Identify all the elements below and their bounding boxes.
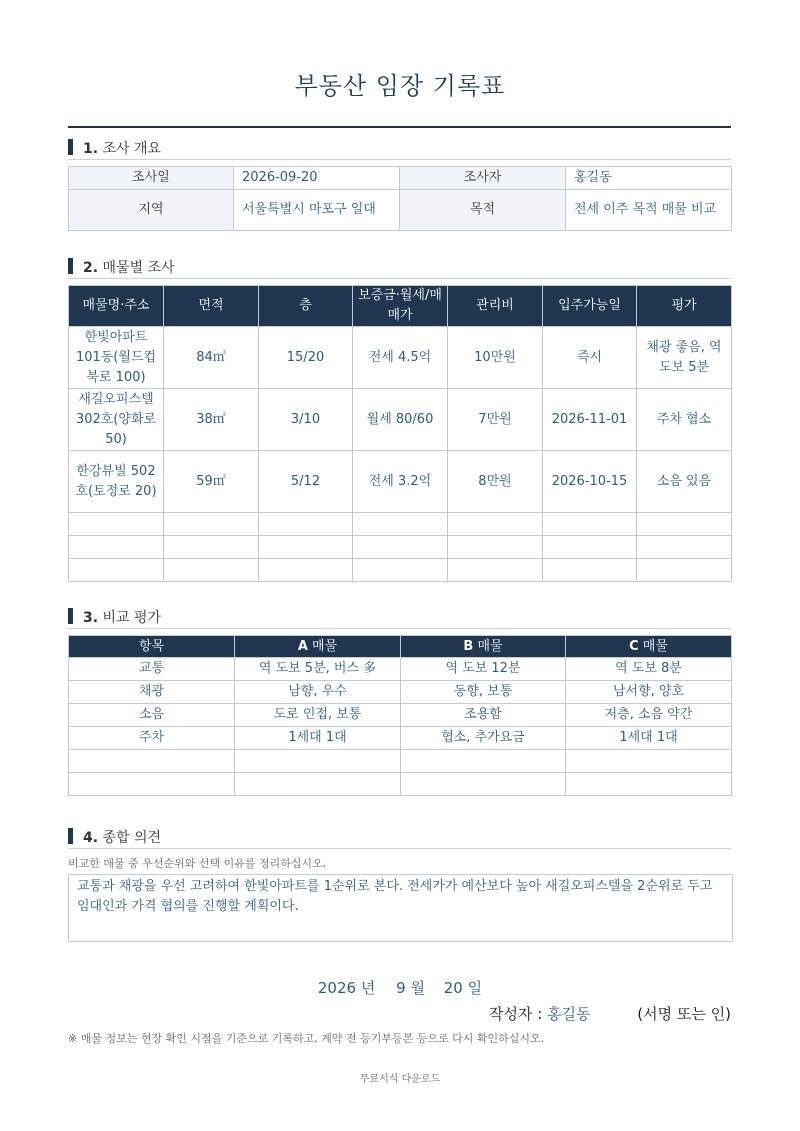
section-1-header (68, 137, 731, 160)
table-cell: 10만원 (448, 327, 543, 389)
empty-row (69, 559, 732, 582)
header-cell: C 매물 (566, 636, 732, 658)
table-row (69, 190, 732, 231)
header-cell: 면적 (164, 286, 259, 327)
label-region: 지역 (69, 190, 234, 231)
section-title: 조사 개요 (102, 141, 162, 157)
value-region: 서울특별시 마포구 일대 (234, 190, 400, 231)
opinion-text-box: 교통과 채광을 우선 고려하여 한빛아파트를 1순위로 본다. 전세가가 예산보다 높아 새길오피스텔을 2순위로 두고 임대인과 가격 협의를 진행할 계획이다. (68, 874, 733, 942)
header-cell: 평가 (637, 286, 732, 327)
table-cell: 1세대 1대 (566, 727, 732, 750)
table-cell: 소음 있음 (637, 451, 732, 513)
section-title: 비교 평가 (102, 610, 162, 626)
table-cell: 84㎡ (164, 327, 259, 389)
label-surveyor: 조사자 (400, 167, 566, 190)
table-row (69, 681, 732, 704)
table-cell: 남서향, 양호 (566, 681, 732, 704)
header-cell: 항목 (69, 636, 235, 658)
table-cell: 2026-11-01 (543, 389, 637, 451)
empty-row (69, 536, 732, 559)
date-year: 2026 (317, 979, 357, 997)
section-title: 매물별 조사 (102, 260, 175, 276)
section-3-header (68, 606, 731, 629)
section-number: 4. (83, 830, 99, 846)
header-cell: 매물명·주소 (69, 286, 164, 327)
empty-row (69, 773, 732, 796)
table-cell: 교통 (69, 658, 235, 681)
empty-row (69, 513, 732, 536)
table-row (69, 658, 732, 681)
table-cell: 새길오피스텔 302호(양화로 50) (69, 389, 164, 451)
section-number: 1. (83, 141, 99, 157)
table-cell: 도로 인접, 보통 (235, 704, 401, 727)
value-survey-date: 2026-09-20 (234, 167, 400, 190)
header-cell: 입주가능일 (543, 286, 637, 327)
header-cell: 보증금·월세/매매가 (353, 286, 448, 327)
table-row (69, 389, 732, 451)
table-cell: 15/20 (259, 327, 353, 389)
header-cell: B 매물 (401, 636, 566, 658)
table-cell: 8만원 (448, 451, 543, 513)
table-row (69, 727, 732, 750)
table-cell: 5/12 (259, 451, 353, 513)
table-row (69, 167, 732, 190)
table-cell: 2026-10-15 (543, 451, 637, 513)
writer-signature-line (489, 1003, 731, 1024)
table-cell: 남향, 우수 (235, 681, 401, 704)
survey-overview-table (68, 166, 732, 231)
header-cell: A 매물 (235, 636, 401, 658)
table-cell: 역 도보 8분 (566, 658, 732, 681)
table-cell: 전세 4.5억 (353, 327, 448, 389)
label-purpose: 목적 (400, 190, 566, 231)
section-number: 3. (83, 610, 99, 626)
table-cell: 주차 협소 (637, 389, 732, 451)
date-year-unit: 년 (360, 979, 376, 997)
table-cell: 동향, 보통 (401, 681, 566, 704)
section-marker (68, 608, 73, 624)
section-number: 2. (83, 260, 99, 276)
table-row (69, 451, 732, 513)
header-cell: 관리비 (448, 286, 543, 327)
header-cell: 층 (259, 286, 353, 327)
table-row (69, 327, 732, 389)
section-2-header (68, 256, 731, 279)
opinion-instruction: 비교한 매물 중 우선순위와 선택 이유를 정리하십시오. (68, 857, 327, 870)
section-4-header (68, 826, 731, 849)
table-cell: 38㎡ (164, 389, 259, 451)
table-cell: 1세대 1대 (235, 727, 401, 750)
value-purpose: 전세 이주 목적 매물 비교 (566, 190, 732, 231)
table-cell: 역 도보 5분, 버스 多 (235, 658, 401, 681)
table-cell: 소음 (69, 704, 235, 727)
document-date (0, 977, 800, 998)
table-cell: 채광 좋음, 역 도보 5분 (637, 327, 732, 389)
footnote: ※ 매물 정보는 현장 확인 시점을 기준으로 기록하고, 계약 전 등기부등본 등으로 다시 확인하십시오. (68, 1032, 545, 1045)
date-month: 9 (396, 979, 406, 997)
section-title: 종합 의견 (102, 830, 162, 846)
section-marker (68, 139, 73, 155)
date-month-unit: 월 (410, 979, 425, 997)
table-cell: 협소, 추가요금 (401, 727, 566, 750)
date-day: 20 (443, 979, 463, 997)
writer-name: 홍길동 (547, 1005, 591, 1023)
signature-placeholder: (서명 또는 인) (637, 1005, 731, 1023)
property-survey-table (68, 285, 732, 582)
table-cell: 주차 (69, 727, 235, 750)
table-cell: 전세 3.2억 (353, 451, 448, 513)
table-cell: 월세 80/60 (353, 389, 448, 451)
table-header-row (69, 286, 732, 327)
table-cell: 3/10 (259, 389, 353, 451)
table-cell: 한빛아파트 101동(월드컵북로 100) (69, 327, 164, 389)
section-marker (68, 258, 73, 274)
table-cell: 저층, 소음 약간 (566, 704, 732, 727)
table-cell: 조용함 (401, 704, 566, 727)
empty-row (69, 750, 732, 773)
section-marker (68, 828, 73, 844)
table-cell: 한강뷰빌 502호(토정로 20) (69, 451, 164, 513)
value-surveyor: 홍길동 (566, 167, 732, 190)
table-cell: 채광 (69, 681, 235, 704)
comparison-table (68, 635, 732, 796)
table-cell: 59㎡ (164, 451, 259, 513)
table-header-row (69, 636, 732, 658)
date-day-unit: 일 (467, 979, 483, 997)
footer-text: 무료서식 다운로드 (359, 1074, 441, 1085)
title-divider (68, 126, 731, 128)
table-cell: 즉시 (543, 327, 637, 389)
document-title: 부동산 임장 기록표 (294, 72, 506, 100)
label-survey-date: 조사일 (69, 167, 234, 190)
table-row (69, 704, 732, 727)
writer-label: 작성자 : (488, 1005, 543, 1023)
table-cell: 7만원 (448, 389, 543, 451)
table-cell: 역 도보 12분 (401, 658, 566, 681)
